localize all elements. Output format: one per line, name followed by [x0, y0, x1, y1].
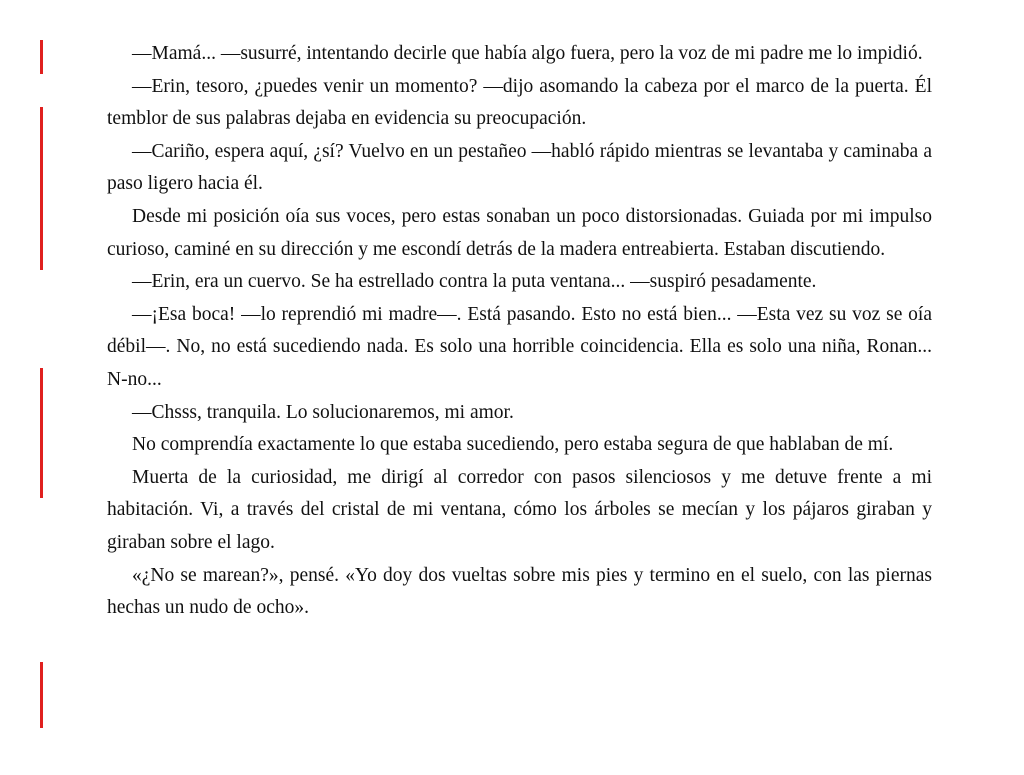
paragraph: —Erin, era un cuervo. Se ha estrellado contra la puta ventana... —suspiró pesadamente.	[132, 271, 817, 293]
change-bar	[40, 107, 43, 270]
change-bar	[40, 662, 43, 728]
paragraph: «¿No se marean?», pensé. «Yo doy dos vueltas sobre mis pies y termino en el suelo, con las piernas hechas un nudo de ocho».	[107, 564, 932, 619]
change-bar	[40, 368, 43, 498]
paragraph: —Mamá... —susurré, intentando decirle que había algo fuera, pero la voz de mi padre me lo impidió.	[132, 43, 923, 64]
paragraph: —Erin, tesoro, ¿puedes venir un momento? —dijo asomando la cabeza por el marco de la puerta. Él temblor de sus palabras dejaba en evidencia su preocupación.	[107, 75, 932, 130]
paragraph: —¡Esa boca! —lo reprendió mi madre—. Está pasando. Esto no está bien... —Esta vez su voz se oía débil—. No, no está sucediendo nada. Es solo una horrible coincidencia. Ella es solo una niña, Ronan... N-no...	[107, 303, 932, 390]
paragraph: Desde mi posición oía sus voces, pero estas sonaban un poco distorsionadas. Guiada por mi impulso curioso, caminé en su dirección y me escondí detrás de la madera entreabierta. Estaban discutiendo.	[107, 205, 932, 260]
paragraph: Muerta de la curiosidad, me dirigí al corredor con pasos silenciosos y me detuve frente a mi habitación. Vi, a través del cristal de mi ventana, cómo los árboles se mecían y los pájaros giraban y giraban sobre el lago.	[107, 466, 932, 553]
paragraph: —Chsss, tranquila. Lo solucionaremos, mi amor.	[132, 401, 514, 423]
change-bar	[40, 40, 43, 74]
paragraph: —Cariño, espera aquí, ¿sí? Vuelvo en un pestañeo —habló rápido mientras se levantaba y caminaba a paso ligero hacia él.	[107, 140, 932, 195]
paragraph: No comprendía exactamente lo que estaba sucediendo, pero estaba segura de que hablaban de mí.	[132, 434, 894, 456]
document-body	[107, 38, 932, 625]
